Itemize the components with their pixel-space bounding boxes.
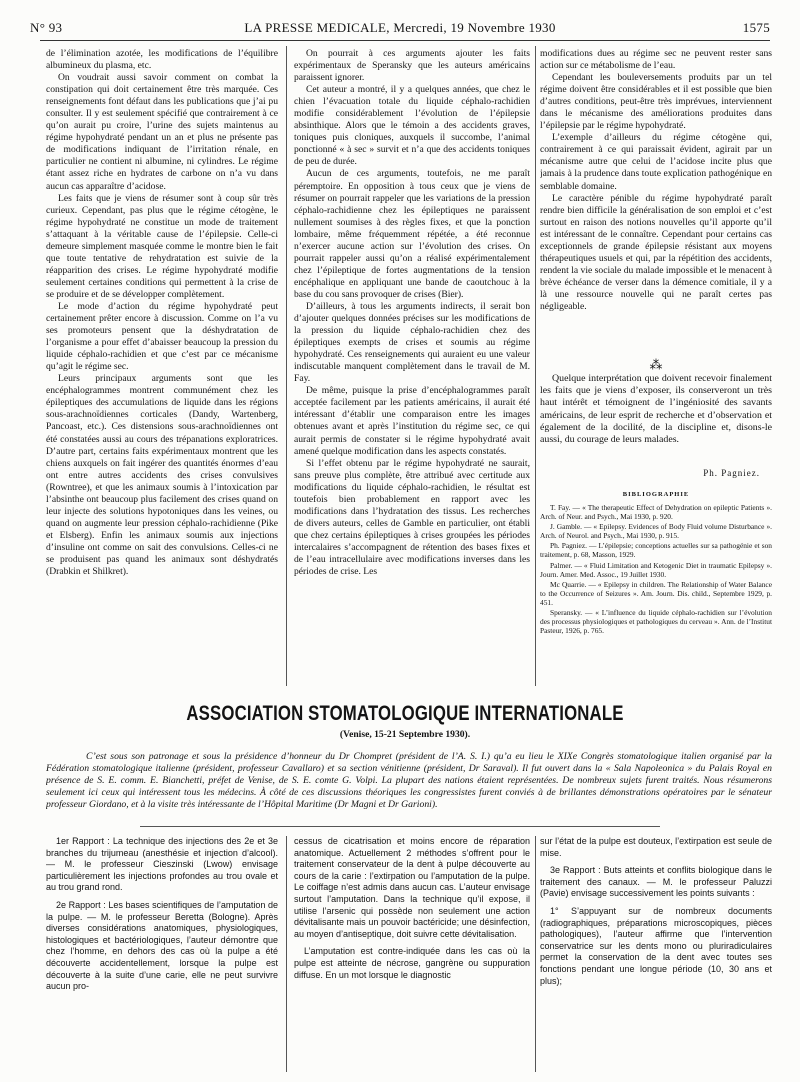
bibliography-entry: Ph. Pagniez. — L’épilepsie; conceptions actuelles sur sa pathogénie et son traitement, p. 68, Masson, 1929. — [540, 541, 772, 560]
bibliography-entry: Palmer. — « Fluid Limitation and Ketogenic Diet in traumatic Epilepsy ». Journ. Amer. Med. Assoc., 19 Juillet 1930. — [540, 560, 772, 579]
paragraph: Le mode d’action du régime hypohydraté peut certainement prêter encore à discussion. Comme on l’a vu ses promoteurs pensent que la déshydratation de l’organisme a pour effet d’abaisser beaucoup la pression du liquide céphalo-rachidien et que c’est par ce mécanisme qu’agit le régime sec. — [46, 300, 278, 373]
paragraph: L’amputation est contre-indiquée dans les cas où la pulpe est atteinte de nécrose, gangrène ou suppuration diffuse. En un mot lorsque le diagnostic — [294, 946, 530, 980]
paragraph: modifications dues au régime sec ne peuvent rester sans action sur ce métabolisme de l’eau. — [540, 48, 772, 72]
paragraph: Si l’effet obtenu par le régime hypohydraté ne saurait, sans preuve plus complète, être attribué avec certitude aux modifications du liquide céphalo-rachidien, le résultat est toutefois bien probablement en rapport avec les modifications dans l’hydratation des tissus. Les recherches de divers auteurs, celles de Gamble en particulier, ont établi que chez certains épileptiques à crises groupées les périodes intercalaires s’accompagnent de rétention des bases fixes et de l’eau intracellulaire avec modifications inverses dans les périodes de crise. Les — [294, 457, 530, 578]
paragraph: Aucun de ces arguments, toutefois, ne me paraît péremptoire. En opposition à tous ceux que je viens de résumer on pourrait rappeler que les variations de la pression céphalo-rachidienne chez les épileptiques ne paraissent nullement soumises à des règles fixes, et que la ponction lombaire, même fréquemment répétée, a été reconnue n’exercer aucune action sur l’évolution des crises. On pourrait rappeler aussi qu’on a réalisé expérimentalement chez l’épileptique de fortes augmentations de la tension encéphalique en appliquant une bande de caoutchouc à la base du cou sans provoquer de crises (Bier). — [294, 168, 530, 300]
author-signature: Ph. Pagniez. — [703, 468, 760, 478]
article-column-3 — [540, 48, 772, 352]
journal-title: LA PRESSE MEDICALE, Mercredi, 19 Novembre 1930 — [244, 20, 556, 35]
bibliography-entry: J. Gamble. — « Epilepsy. Evidences of Body Fluid volume Disturbance ». Arch. of Neurol. and Psych., Mai 1930, p. 915. — [540, 522, 772, 541]
column-divider — [535, 836, 536, 1072]
paragraph: cessus de cicatrisation et moins encore de réparation anatomique. Actuellement 2 méthodes s’offrent pour le traitement conservateur de la dent à pulpe découverte au cours de la carie : l’extirpation ou l’amputation de la pulpe. Le coiffage n’est admis dans aucun cas. L’auteur envisage surtout l’amputation. Dans la technique qu’il expose, il utilise l’arsenic qui possède non seulement une action dévitalisante mais un pouvoir bactéricide; une désinfection, au moyen d’antiseptique, doit suivre cette dévitalisation. — [294, 836, 530, 939]
section-subtitle: (Venise, 15-21 Septembre 1930). — [339, 729, 471, 740]
paragraph: D’ailleurs, à tous les arguments indirects, il serait bon d’ajouter quelques données précises sur les modifications de la pression du liquide céphalo-rachidien chez des épileptiques exempts de crises et soumis au régime hypohydraté. Ces renseignements qui auraient eu une valeur indiscutable manquent complètement dans le travail de M. Fay. — [294, 300, 530, 385]
column-divider — [286, 836, 287, 1072]
bibliography-entry: T. Fay. — « The therapeutic Effect of Dehydration on epileptic Patients ». Arch. of Neur. and Psych., Mai 1930, p. 920. — [540, 503, 772, 522]
paragraph: Les faits que je viens de résumer sont à coup sûr très curieux. Cependant, pas plus que le régime cétogène, le régime hypohydraté ne constitue un mode de traitement s’attaquant à la véritable cause de l’épilepsie. Celle-ci demeure simplement masquée comme le montre bien le fait que toute tentative de rehydratation est suivie de la réapparition des crises. Le régime hypohydraté modifie seulement certaines conditions qui permettent à la crise de se produire et de se développer complètement. — [46, 192, 278, 300]
bibliography — [540, 503, 772, 686]
paragraph: 1° S’appuyant sur de nombreux documents (radiographiques, préparations microscopiques, pièces pathologiques), l’auteur affirme que l’intervention conservatrice sur les dents mono ou pluriradiculaires permet la conservation de la dent avec toutes ses fonctions pendant une longue période (10, 30 ans et plus); — [540, 905, 772, 986]
article-column-1 — [46, 48, 278, 686]
paragraph: Cet auteur a montré, il y a quelques années, que chez le chien l’évacuation totale du liquide céphalo-rachidien modifie considérablement l’évolution de l’épilepsie absinthique. Alors que le témoin a des accidents graves, toniques puis cloniques, auxquels il succombe, l’animal ponctionné « à sec » survit et n’a que des accidents toniques de peu de durée. — [294, 84, 530, 168]
paragraph: C’est sous son patronage et sous la présidence d’honneur du Dr Chompret (président de l’A. S. I.) qu’a eu lieu le XIXe Congrès stomatologique italien organisé par la Fédération stomatologique italienne (président, professeur Cavallaro) et sa section vénitienne (président, Dr Saraval). Il fut ouvert dans la « Sala Napoleonica » du Palais Royal en présence de S. E. comm. E. Bianchetti, préfet de Venise, de S. E. comte G. Volpi. La plupart des nations étaient représentées. De nombreux sujets furent traités. Nous résumerons seulement ici ceux qui intéressent tous les médecins. À côté de ces discussions théoriques les congressistes furent conviés à de brillantes démonstrations opératoires par le sénateur professeur Giordano, et à la visite très intéressante de l’Hôpital Maritime (Dr Magni et Dr Garioni). — [46, 751, 772, 811]
report-column-1 — [46, 836, 278, 996]
paragraph: de l’élimination azotée, les modifications de l’équilibre albumineux du plasma, etc. — [46, 48, 278, 72]
conclusion — [540, 373, 772, 469]
paragraph: 2e Rapport : Les bases scientifiques de l’amputation de la pulpe. — M. le professeur Beretta (Bologne). Après diverses considérations anatomiques, physiologiques, histologiques et bactériologiques, l’auteur démontre que chez l’homme, en dehors des cas où la pulpe a été découverte accidentellement, lorsque la pulpe est découverte à la suite d’une carie, elle ne peut survivre aucun pro- — [46, 899, 278, 992]
article-column-2 — [294, 48, 530, 686]
section-title: ASSOCIATION STOMATOLOGIQUE INTERNATIONALE — [186, 701, 624, 725]
paragraph: De même, puisque la prise d’encéphalogrammes paraît acceptée facilement par les patients américains, il aurait été intéressant d’établir une comparaison entre les images obtenues avant et après l’institution du régime sec, ce qui aurait permis de constater si le régime hypohydraté avait amené quelque modification dans les aspects constatés. — [294, 385, 530, 457]
page-number: 1575 — [742, 20, 770, 35]
bibliography-entry: Speransky. — « L’influence du liquide céphalo-rachidien sur l’évolution des processus physiologiques et pathologiques du cerveau ». Ann. de l’Institut Pasteur, 1926, p. 765. — [540, 608, 772, 636]
paragraph: Leurs principaux arguments sont que les encéphalogrammes montrent communément chez les épileptiques des accumulations de liquide dans les régions sous-arachnoïdiennes corticales (Dandy, Wartenberg, Pancoast, etc.). Ces distensions sous-arachnoïdiennes ont été constatées aussi au cours des trépanations exploratrices. D’autre part, certains faits expérimentaux montrent que les chiens auxquels on fait ingérer des quantités énormes d’eau ont entre autres accidents des crises convulsives (Rowntree), et que les animaux soumis à l’intoxication par l’absinthe ont beaucoup plus facilement des crises quand on leur injecte des solutions hypotoniques dans les veines, ou quand on augmente leur pression céphalo-rachidienne (Pike et Elsberg). Enfin les animaux soumis aux injections d’insuline ont comme on sait des convulsions. Celles-ci ne se produisent pas quand les animaux sont déshydratés (Drabkin et Shilkret). — [46, 373, 278, 578]
paragraph: On pourrait à ces arguments ajouter les faits expérimentaux de Speransky que les auteurs américains paraissent ignorer. — [294, 48, 530, 84]
paragraph: 1er Rapport : La technique des injections des 2e et 3e branches du trijumeau (anesthésie et injection d’alcool). — M. le professeur Cieszinski (Lwow) envisage particulièrement les injections profondes au trou ovale et au trou grand rond. — [46, 836, 278, 893]
paragraph: 3e Rapport : Buts atteints et conflits biologique dans le traitement des canaux. — M. le professeur Paluzzi (Pavie) envisage successivement les points suivants : — [540, 865, 772, 899]
paragraph: Cependant les bouleversements produits par un tel régime doivent être considérables et il est possible que bien d’autres conditions, peut-être très imprévues, interviennent dans le mécanisme des améliorations produites dans l’épilepsie par le régime hypohydraté. — [540, 72, 772, 132]
issue-number: N° 93 — [30, 20, 63, 35]
column-divider — [286, 46, 287, 686]
paragraph: sur l’état de la pulpe est douteux, l’extirpation est seule de mise. — [540, 836, 772, 858]
bibliography-heading: BIBLIOGRAPHIE — [622, 491, 690, 498]
column-divider — [535, 46, 536, 686]
header-rule — [40, 40, 770, 41]
paragraph: L’exemple d’ailleurs du régime cétogène qui, contrairement à ce qui paraissait évident, agirait par un mécanisme autre que celui de l’acidose incite plus que jamais à la prudence dans toute explication pathogénique en semblable domaine. — [540, 132, 772, 192]
paragraph: On voudrait aussi savoir comment on combat la constipation qui doit certainement être très marquée. Ces renseignements font défaut dans les publications que j’ai pu consulter. Il y est seulement spécifié que contrairement à ce qu’on aurait pu croire, l’urine des sujets maintenus au régime hypohydraté pendant un an et plus ne présente pas de modifications indiquant de l’irritation rénale, en particulier ne contient ni albumine, ni cylindres. Le régime étant assez riche en hydrates de carbone on n’a vu dans aucun cas apparaître d’acidose. — [46, 72, 278, 192]
bibliography-entry: Mc Quarrie. — « Epilepsy in children. The Relationship of Water Balance to the Occurrence of Seizures ». Am. Journ. Dis. child., Septembre 1929, p. 451. — [540, 579, 772, 607]
paragraph: Quelque interprétation que doivent recevoir finalement les faits que je viens d’exposer, ils conserveront un très haut intérêt et témoignent de l’ingéniosité des savants américains, de leur esprit de recherche et d’observation et également de la docilité, de la discipline et, disons-le aussi, du courage de leurs malades. — [540, 373, 772, 446]
asterism: ⁂ — [649, 357, 663, 372]
paragraph: Le caractère pénible du régime hypohydraté paraît rendre bien difficile la généralisation de son emploi et c’est surtout en raison des notions nouvelles qu’il apporte qu’il est intéressant de le connaître. Cependant pour certains cas exceptionnels de grande épilepsie résistant aux moyens thérapeutiques usuels et qui, par la répétition des accidents, rendent la vie sociale du malade impossible et le menacent à brève échéance de verser dans la démence comitiale, il y a là une ressource nouvelle qui ne paraît certes pas négligeable. — [540, 192, 772, 312]
section-intro — [46, 751, 772, 817]
page-header — [30, 20, 770, 38]
report-column-3 — [540, 836, 772, 1076]
section-rule — [140, 826, 660, 827]
report-column-2 — [294, 836, 530, 1076]
